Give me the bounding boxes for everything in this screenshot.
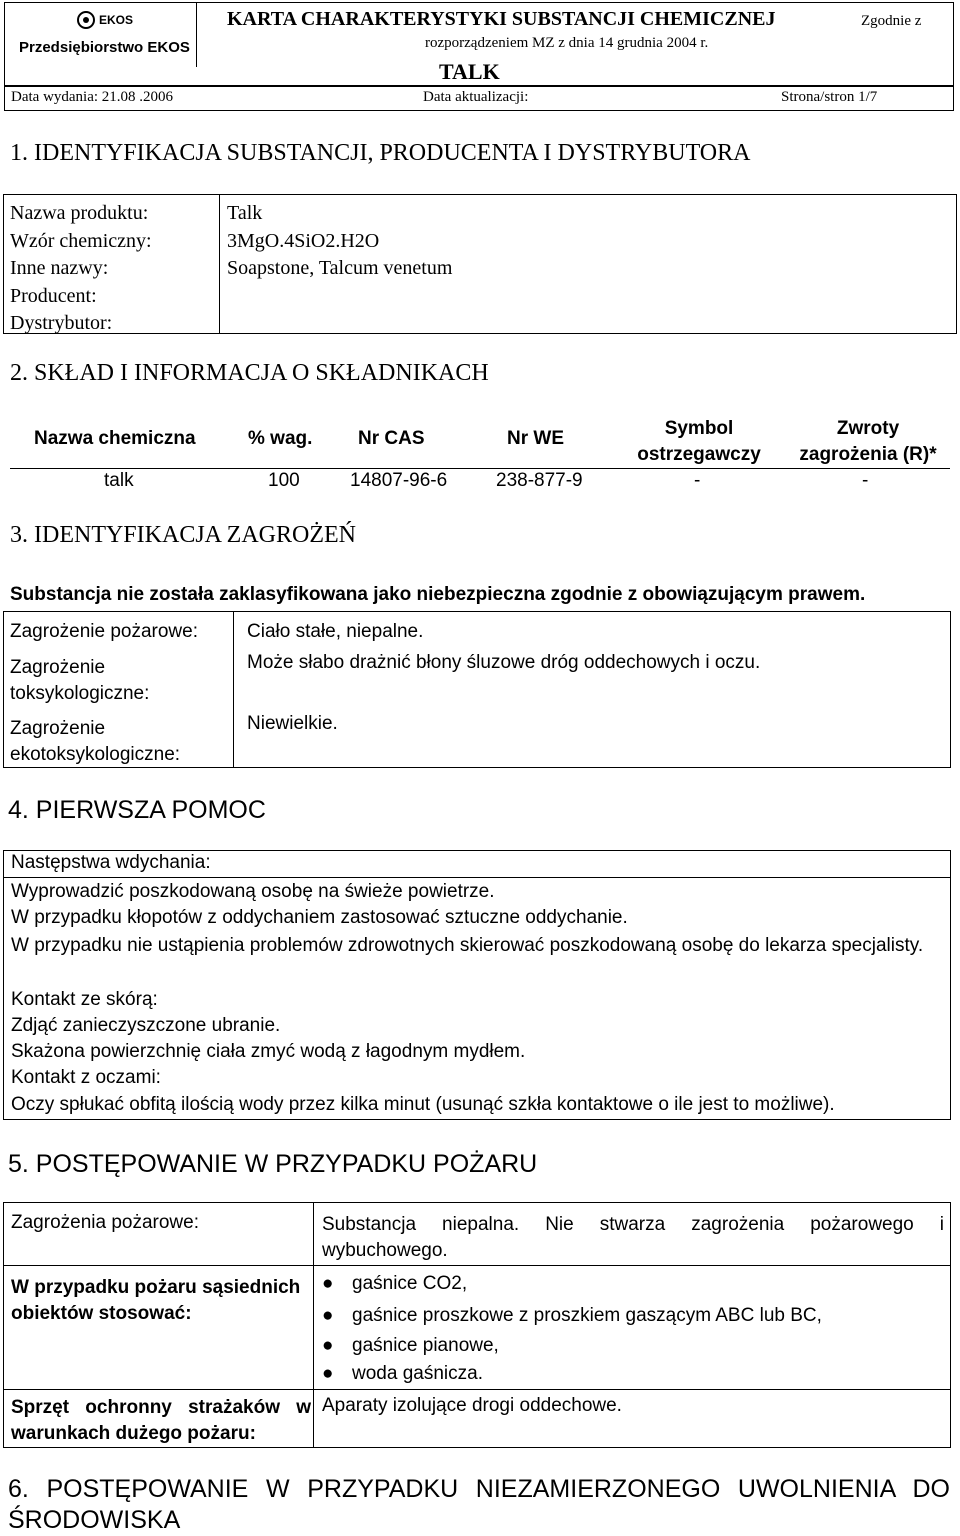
ecotox-hazard-label: Zagrożenie ekotoksykologiczne:	[10, 718, 181, 765]
col-cas: Nr CAS	[358, 428, 425, 449]
first-aid-box	[3, 850, 951, 1120]
section-1-title: 1. IDENTYFIKACJA SUBSTANCJI, PRODUCENTA I DYSTRYBUTORA	[10, 140, 751, 166]
meta-row	[4, 86, 954, 111]
firefighter-equipment-label: Sprzęt ochronny strażaków w warunkach dużego pożaru:	[11, 1397, 311, 1444]
regulation-text: rozporządzeniem MZ z dnia 14 grudnia 2004 r.	[425, 35, 709, 51]
other-names-value: Soapstone, Talcum venetum	[227, 257, 453, 279]
skin-step-2: Skażona powierzchnię ciała zmyć wodą z łagodnym mydłem.	[11, 1041, 526, 1062]
bullet-icon: ●	[322, 1305, 334, 1326]
cell-weight: 100	[268, 470, 300, 491]
ekos-logo	[77, 9, 141, 31]
extinguishing-label: W przypadku pożaru sąsiednich obiektów stosować:	[11, 1277, 301, 1324]
inhalation-label: Następstwa wdychania:	[11, 852, 211, 873]
compliance-label: Zgodnie z	[861, 13, 922, 29]
eye-step-1: Oczy spłukać obfitą ilością wody przez kilka minut (usunąć szkła kontaktowe o ile jest to możliwe).	[11, 1094, 835, 1115]
distributor-label: Dystrybutor:	[10, 312, 113, 334]
list-item: ● gaśnice proszkowe z proszkiem gaszącym ABC lub BC,	[322, 1305, 822, 1326]
composition-table	[10, 412, 950, 494]
tox-hazard-label: Zagrożenie toksykologiczne:	[10, 657, 150, 704]
page-number: Strona/stron 1/7	[781, 89, 878, 105]
fire-table	[3, 1202, 951, 1448]
bullet-icon: ●	[322, 1273, 334, 1294]
svg-text:EKOS: EKOS	[99, 13, 134, 27]
cell-we: 238-877-9	[496, 470, 583, 491]
fire-hazard-value: Ciało stałe, niepalne.	[247, 621, 424, 642]
cell-r-phrases: -	[862, 470, 869, 491]
ekos-logo-icon	[77, 9, 141, 31]
hazard-intro: Substancja nie została zaklasyfikowana jako niebezpieczna zgodnie z obowiązującym prawem.	[10, 584, 866, 605]
company-cell	[5, 3, 197, 67]
producer-label: Producent:	[10, 284, 97, 307]
fire-column-divider	[313, 1203, 314, 1447]
identification-table	[3, 194, 957, 334]
firefighter-equipment-value: Aparaty izolujące drogi oddechowe.	[322, 1395, 622, 1416]
list-item: ● gaśnice CO2,	[322, 1273, 468, 1294]
col-chemical-name: Nazwa chemiczna	[34, 428, 196, 449]
fire-hazards-label: Zagrożenia pożarowe:	[11, 1212, 199, 1233]
header-underline	[10, 468, 950, 469]
hazard-table	[3, 612, 951, 768]
formula-value: 3MgO.4SiO2.H2O	[227, 229, 380, 252]
fire-hazard-label: Zagrożenie pożarowe:	[10, 621, 198, 642]
col-symbol: Symbol ostrzegawczy	[637, 418, 761, 465]
skin-step-1: Zdjąć zanieczyszczone ubranie.	[11, 1015, 281, 1036]
list-item: ● woda gaśnicza.	[322, 1363, 483, 1384]
hazard-column-divider	[233, 612, 234, 767]
inhalation-step-3: W przypadku nie ustąpienia problemów zdrowotnych skierować poszkodowaną osobę do lekarza specjalisty.	[11, 935, 924, 956]
inhalation-underline	[4, 877, 950, 878]
list-item: ● gaśnice pianowe,	[322, 1335, 499, 1356]
section-2-title: 2. SKŁAD I INFORMACJA O SKŁADNIKACH	[10, 360, 489, 386]
section-3-title: 3. IDENTYFIKACJA ZAGROŻEŃ	[10, 522, 356, 548]
section-5-title: 5. POSTĘPOWANIE W PRZYPADKU POŻARU	[8, 1150, 538, 1178]
col-we: Nr WE	[507, 428, 564, 449]
cell-symbol: -	[694, 470, 701, 491]
col-weight: % wag.	[248, 428, 313, 449]
fire-hazards-value: Substancja niepalna. Nie stwarza zagrożenia pożarowego i wybuchowego.	[322, 1214, 944, 1261]
cell-name: talk	[104, 470, 134, 491]
col-r-phrases: Zwroty zagrożenia (R)*	[799, 418, 937, 465]
ecotox-hazard-value: Niewielkie.	[247, 713, 338, 734]
column-divider	[219, 195, 220, 333]
tox-hazard-value: Może słabo drażnić błony śluzowe dróg oddechowych i oczu.	[247, 652, 761, 673]
document-title: KARTA CHARAKTERYSTYKI SUBSTANCJI CHEMICZNEJ	[227, 8, 776, 30]
fire-row-divider-1	[4, 1265, 950, 1266]
formula-label: Wzór chemiczny:	[10, 229, 152, 252]
skin-contact-label: Kontakt ze skórą:	[11, 989, 158, 1010]
document-header	[4, 2, 954, 86]
inhalation-step-2: W przypadku kłopotów z oddychaniem zastosować sztuczne oddychanie.	[11, 907, 628, 928]
other-names-label: Inne nazwy:	[10, 257, 109, 279]
eye-contact-label: Kontakt z oczami:	[11, 1067, 161, 1088]
product-name-value: Talk	[227, 202, 263, 224]
section-4-title: 4. PIERWSZA POMOC	[8, 796, 266, 824]
issue-date: Data wydania: 21.08 .2006	[11, 89, 174, 105]
update-date-label: Data aktualizacji:	[423, 89, 529, 105]
label-column	[10, 200, 152, 338]
value-column	[227, 200, 452, 338]
bullet-icon: ●	[322, 1363, 334, 1384]
product-name: TALK	[439, 59, 500, 84]
company-name: Przedsiębiorstwo EKOS	[19, 39, 190, 56]
cell-cas: 14807-96-6	[350, 470, 448, 491]
producer-value	[227, 283, 452, 311]
distributor-value	[227, 310, 452, 338]
section-6-title: 6. POSTĘPOWANIE W PRZYPADKU NIEZAMIERZONEGO UWOLNIENIA DO ŚRODOWISKA	[8, 1475, 950, 1534]
inhalation-step-1: Wyprowadzić poszkodowaną osobę na świeże powietrze.	[11, 881, 495, 902]
extinguishing-list	[322, 1273, 944, 1391]
bullet-icon: ●	[322, 1335, 334, 1356]
product-name-label: Nazwa produktu:	[10, 202, 149, 224]
